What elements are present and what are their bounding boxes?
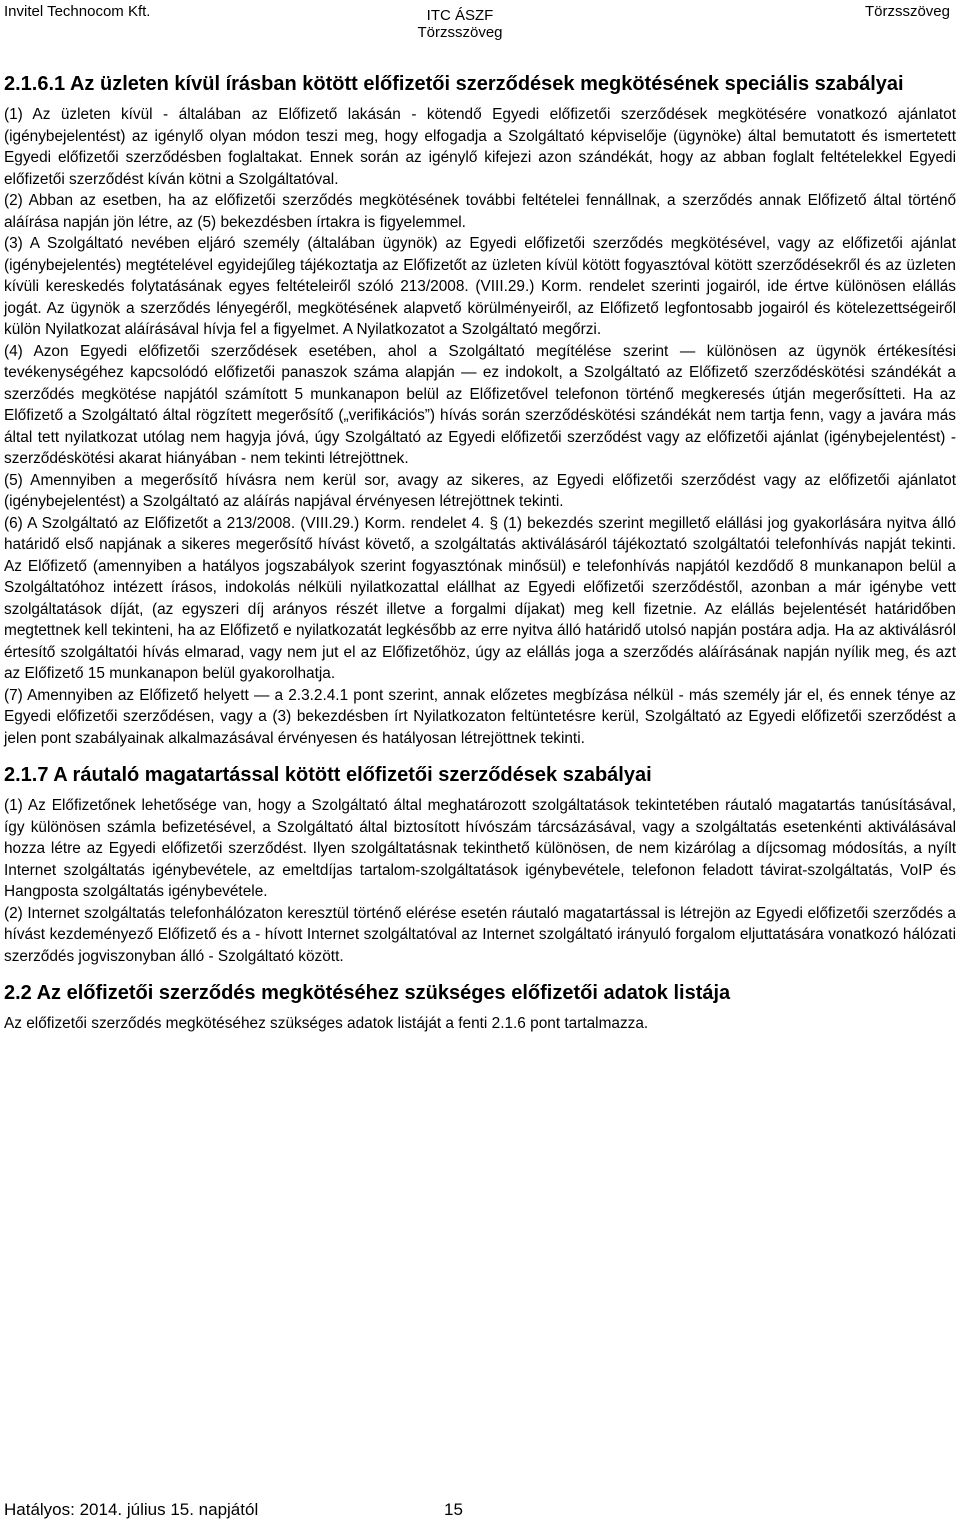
footer-effective-date: Hatályos: 2014. július 15. napjától (4, 1500, 259, 1519)
paragraph-22-1: Az előfizetői szerződés megkötéséhez szükséges adatok listáját a fenti 2.1.6 pont tartalmazza. (4, 1015, 649, 1032)
page-header (0, 0, 960, 50)
document-body (4, 72, 956, 1035)
header-right: Törzsszöveg (864, 3, 950, 20)
section-2-1-6-1-heading: 2.1.6.1 Az üzleten kívül írásban kötött előfizetői szerződések megkötésének speciális szabályai (4, 73, 904, 95)
paragraph-2161-6: (6) A Szolgáltató az Előfizetőt a 213/2008. (VIII.29.) Korm. rendelet 4. § (1) bekezdés szerint megillető elállási jog gyakorlására nyitva álló határidő első napjának a sikeres megerősítő hívást követő, a szolgáltatás aktiválásáról tájékoztató szolgáltatói telefonhívás napját tekinti. Az Előfizető (amennyiben a hatályos jogszabályok szerint fogyasztónak minősül) e telefonhívás napjától kezdődő 8 munkanapon belül a Szolgáltatóhoz intézett írásos, indokolás nélküli nyilatkozattal elállhat az Egyedi előfizetői szerződéstől, azonban a már igénybe vett szolgáltatások díját, (az egyszeri díj arányos részét illetve a forgalmi díjakat) meg kell fizetnie. Az elállás bejelentését határidőben megtettnek kell tekinteni, ha az Előfizető e nyilatkozatát legkésőbb az erre nyitva álló határidő utolsó napján postára adja. Ha az aktiválásról értesítő szolgáltatói hívás elmarad, vagy nem jut el az Előfizetőhöz, úgy az elállás joga a szerződés aláírásának napján nyílik meg, és azt az Előfizető 15 munkanapon belül gyakorolhatja. (4, 514, 956, 682)
paragraph-2161-5: (5) Amennyiben a megerősítő hívásra nem kerül sor, avagy az sikeres, az Egyedi előfizetői szerződést vagy az előfizetői ajánlatot (igénybejelentést) a Szolgáltató az aláírás napjával érvényesen létrejöttnek tekinti. (4, 471, 956, 510)
paragraph-217-1: (1) Az Előfizetőnek lehetősége van, hogy a Szolgáltató által meghatározott szolgáltatások tekintetében ráutaló magatartás tanúsításával, így különösen számla befizetésével, a Szolgáltató által biztosított hívószám tárcsázásával, vagy a szolgáltatás esetenkénti aktiválásával hozza létre az Egyedi előfizetői szerződést. Ilyen szolgáltatásnak tekinthető különösen, de nem kizárólag a díjcsomag módosítás, a nyílt Internet szolgáltatás igénybevétele, az emeltdíjas tartalom-szolgáltatások igénybevétele, telefonon feladott távirat-szolgáltatás, VoIP és Hangposta szolgáltatás igénybevétele. (4, 797, 956, 900)
footer-page-number: 15 (444, 1500, 463, 1519)
paragraph-2161-3: (3) A Szolgáltató nevében eljáró személy (általában ügynök) az Egyedi előfizetői szerződés megkötésével, vagy az előfizetői ajánlat (igénybejelentés) megtételével egyidejűleg tájékoztatja az Előfizetőt az üzleten kívül kötött fogyasztóval kötött szerződésekről és az üzleten kívüli kereskedés folytatásának egyes feltételeiről szóló 213/2008. (VIII.29.) Korm. rendelet szerinti jogairól, ide értve különösen elállás jogát. Az ügynök a szerződés lényegéről, megkötésének alapvető körülményeiről, az Előfizető legfontosabb jogairól és kötelezettségeiről külön Nyilatkozat aláírásával hívja fel a figyelmet. A Nyilatkozatot a Szolgáltató megőrzi. (4, 235, 956, 338)
paragraph-2161-1: (1) Az üzleten kívül - általában az Előfizető lakásán - kötendő Egyedi előfizetői szerződések megkötésére vonatkozó ajánlatot (igénybejelentést) az igénylő olyan módon teszi meg, hogy elfogadja a Szolgáltató képviselője (ügynöke) által bemutatott és ismertetett Egyedi előfizetői szerződésben foglaltakat. Ennek során az igénylő kifejezi azon szándékát, hogy az abban foglalt feltételekkel Egyedi előfizetői szerződést kíván kötni a Szolgáltatóval. (4, 106, 956, 188)
header-company: Invitel Technocom Kft. (4, 3, 151, 20)
paragraph-217-2: (2) Internet szolgáltatás telefonhálózaton keresztül történő elérése esetén ráutaló magatartással is létrejön az Egyedi előfizetői szerződés a hívást kezdeményező Előfizető és a - hívott Internet szolgáltatóval az Internet szolgáltató irányuló forgalom eljuttatására vonatkozó hálózati szerződés jogviszonyban álló - Szolgáltató között. (4, 904, 956, 965)
paragraph-2161-2: (2) Abban az esetben, ha az előfizetői szerződés megkötésének további feltételei fennállnak, a szerződés annak Előfizető által történő aláírása napján jön létre, az (5) bekezdésben írtakra is figyelemmel. (4, 192, 956, 231)
paragraph-2161-4: (4) Azon Egyedi előfizetői szerződések esetében, ahol a Szolgáltató megítélése szerint — különösen az ügynök értékesítési tevékenységéhez kapcsolódó előfizetői panaszok száma alapján — ez indokolt, a Szolgáltató az Előfizető szerződéskötési szándékát a szerződés megkötése napjától számított 5 munkanapon belül az Előfizetővel telefonon történő megkeresés útján megerősítteti. Ha az Előfizető a Szolgáltató által rögzített megerősítő („verifikációs”) hívás során szerződéskötési szándékát nem tartja fenn, vagy a javára más által tett nyilatkozat utólag nem hagyja jóvá, úgy Szolgáltató az Egyedi előfizetői szerződést vagy az előfizetői ajánlat (igénybejelentést) - szerződéskötési akarat hiányában - nem tekinti létrejöttnek. (4, 342, 956, 467)
header-center (410, 7, 510, 41)
section-2-2-heading: 2.2 Az előfizetői szerződés megkötéséhez szükséges előfizetői adatok listája (4, 982, 731, 1004)
header-doc-subtitle: Törzsszöveg (417, 24, 503, 41)
section-2-1-7-heading: 2.1.7 A ráutaló magatartással kötött előfizetői szerződések szabályai (4, 764, 652, 786)
header-doc-title: ITC ÁSZF (426, 7, 494, 24)
paragraph-2161-7: (7) Amennyiben az Előfizető helyett — a 2.3.2.4.1 pont szerint, annak előzetes megbízása nélkül - más személy jár el, és ennek ténye az Egyedi előfizetői szerződésen, vagy a (3) bekezdésben írt Nyilatkozaton feltüntetésre kerül, Szolgáltató az Egyedi előfizetői szerződést a jelen pont szabályainak alkalmazásával érvényesen és hatályosan létrejöttnek tekinti. (4, 686, 956, 747)
